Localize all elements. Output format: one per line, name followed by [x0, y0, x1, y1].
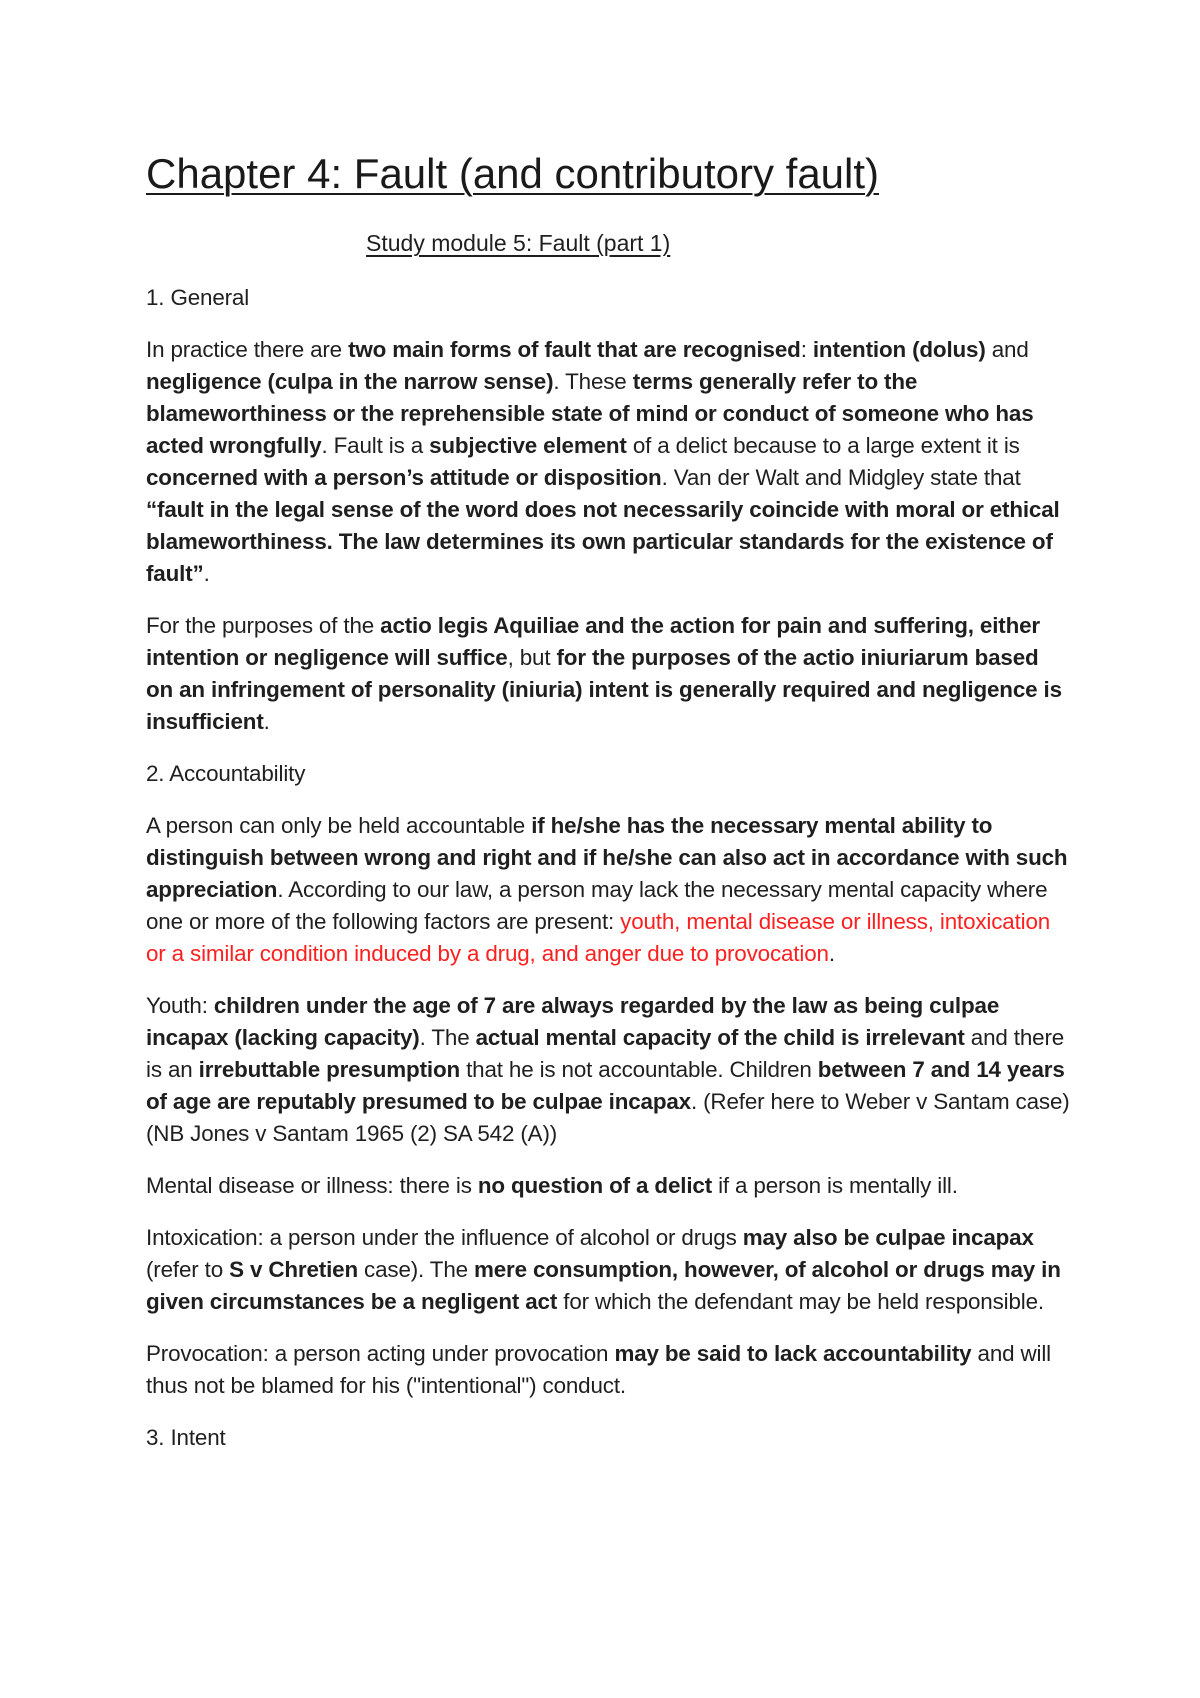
paragraph-youth: Youth: children under the age of 7 are always regarded by the law as being culpae incapax (lacking capacity). The actual mental capacity of the child is irrelevant and there is an irrebuttable presumption that he is not accountable. Children between 7 and 14 years of age are reputably presumed to be culpae incapax. (Refer here to Weber v Santam case) (NB Jones v Santam 1965 (2) SA 542 (A)) [146, 993, 1070, 1146]
paragraph-provocation: Provocation: a person acting under provocation may be said to lack accountability and will thus not be blamed for his ("intentional") conduct. [146, 1341, 1051, 1398]
paragraph-accountability: A person can only be held accountable if he/she has the necessary mental ability to distinguish between wrong and right and if he/she can also act in accordance with such appreciation. According to our law, a person may lack the necessary mental capacity where one or more of the following factors are present: youth, mental disease or illness, intoxication or a similar condition induced by a drug, and anger due to provocation. [146, 813, 1068, 966]
chapter-title: Chapter 4: Fault (and contributory fault) [146, 150, 880, 197]
highlighted-factors: youth, mental disease or illness, intoxication or a similar condition induced by a drug, and anger due to provocation [146, 909, 1051, 966]
section-heading-general: 1. General [146, 285, 250, 310]
study-module-subtitle: Study module 5: Fault (part 1) [366, 230, 671, 256]
paragraph-actio-purposes: For the purposes of the actio legis Aquiliae and the action for pain and suffering, either intention or negligence will suffice, but for the purposes of the actio iniuriarum based on an infringement of personality (iniuria) intent is generally required and negligence is insufficient. [146, 613, 1062, 734]
section-heading-intent: 3. Intent [146, 1425, 226, 1450]
paragraph-mental-disease: Mental disease or illness: there is no question of a delict if a person is mentally ill. [146, 1173, 958, 1198]
paragraph-forms-of-fault: In practice there are two main forms of fault that are recognised: intention (dolus) and negligence (culpa in the narrow sense). These terms generally refer to the blameworthiness or the reprehensible state of mind or conduct of someone who has acted wrongfully. Fault is a subjective element of a delict because to a large extent it is concerned with a person’s attitude or disposition. Van der Walt and Midgley state that “fault in the legal sense of the word does not necessarily coincide with moral or ethical blameworthiness. The law determines its own particular standards for the existence of fault”. [146, 337, 1060, 586]
section-heading-accountability: 2. Accountability [146, 761, 306, 786]
document-body [146, 282, 1071, 1474]
paragraph-intoxication: Intoxication: a person under the influence of alcohol or drugs may also be culpae incapax (refer to S v Chretien case). The mere consumption, however, of alcohol or drugs may in given circumstances be a negligent act for which the defendant may be held responsible. [146, 1225, 1061, 1314]
